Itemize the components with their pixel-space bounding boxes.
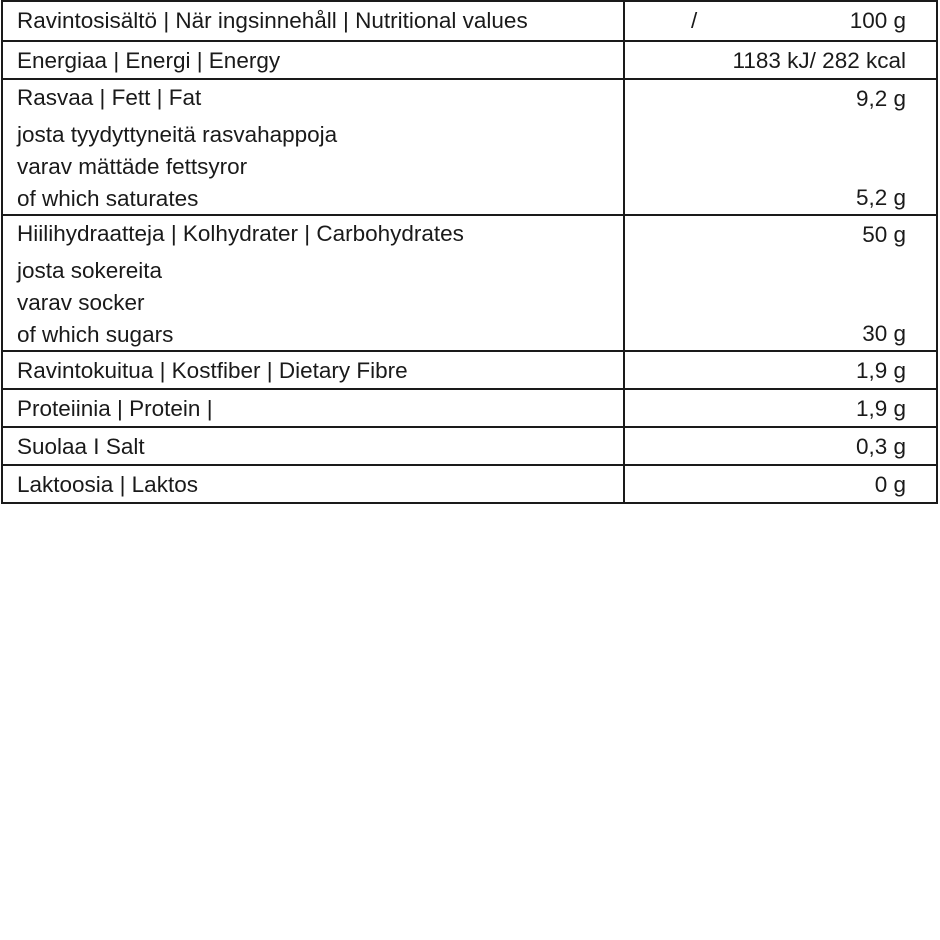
sub-label-line: varav mättäde fettsyror <box>17 154 248 179</box>
row-value-cell <box>625 80 936 214</box>
row-value: 0 g <box>874 472 906 497</box>
row-value-cell <box>625 352 936 388</box>
header-per-amount: 100 g <box>849 8 906 33</box>
table-row-fat <box>3 78 936 214</box>
row-label-cell <box>3 80 625 214</box>
row-label: Proteiinia | Protein | <box>3 390 625 426</box>
nutrition-table <box>1 0 938 504</box>
table-row-fibre <box>3 350 936 388</box>
row-value-cell <box>625 428 936 464</box>
row-value: 0,3 g <box>855 434 906 459</box>
sub-value: 5,2 g <box>855 185 906 210</box>
row-label: Suolaa I Salt <box>3 428 625 464</box>
row-value: 9,2 g <box>855 86 906 111</box>
row-label: Rasvaa | Fett | Fat <box>17 85 202 110</box>
row-label-cell <box>3 216 625 350</box>
row-value: 50 g <box>862 222 906 247</box>
row-value-cell <box>625 216 936 350</box>
table-row-carbohydrates <box>3 214 936 350</box>
header-label: Ravintosisältö | När ingsinnehåll | Nutritional values <box>3 2 625 40</box>
row-label: Ravintokuitua | Kostfiber | Dietary Fibre <box>3 352 625 388</box>
sub-label-line: josta tyydyttyneitä rasvahappoja <box>17 122 338 147</box>
sub-label-line: of which sugars <box>17 322 174 347</box>
row-value: 1,9 g <box>855 396 906 421</box>
row-value-cell <box>625 390 936 426</box>
row-value-cell <box>625 42 936 78</box>
row-value-cell <box>625 466 936 502</box>
row-value: 1183 kJ/ 282 kcal <box>732 48 906 73</box>
table-row-salt <box>3 426 936 464</box>
header-value-cell <box>625 2 936 40</box>
sub-label-line: of which saturates <box>17 186 199 211</box>
row-value: 1,9 g <box>855 358 906 383</box>
row-label: Energiaa | Energi | Energy <box>3 42 625 78</box>
sub-label-line: varav socker <box>17 290 145 315</box>
sub-value: 30 g <box>862 321 906 346</box>
row-label: Hiilihydraatteja | Kolhydrater | Carbohydrates <box>17 221 464 246</box>
row-label: Laktoosia | Laktos <box>3 466 625 502</box>
table-row-lactose <box>3 464 936 502</box>
sub-label-line: josta sokereita <box>17 258 163 283</box>
header-slash: / <box>691 8 698 33</box>
table-header-row <box>3 2 936 40</box>
table-row-protein <box>3 388 936 426</box>
table-row-energy <box>3 40 936 78</box>
